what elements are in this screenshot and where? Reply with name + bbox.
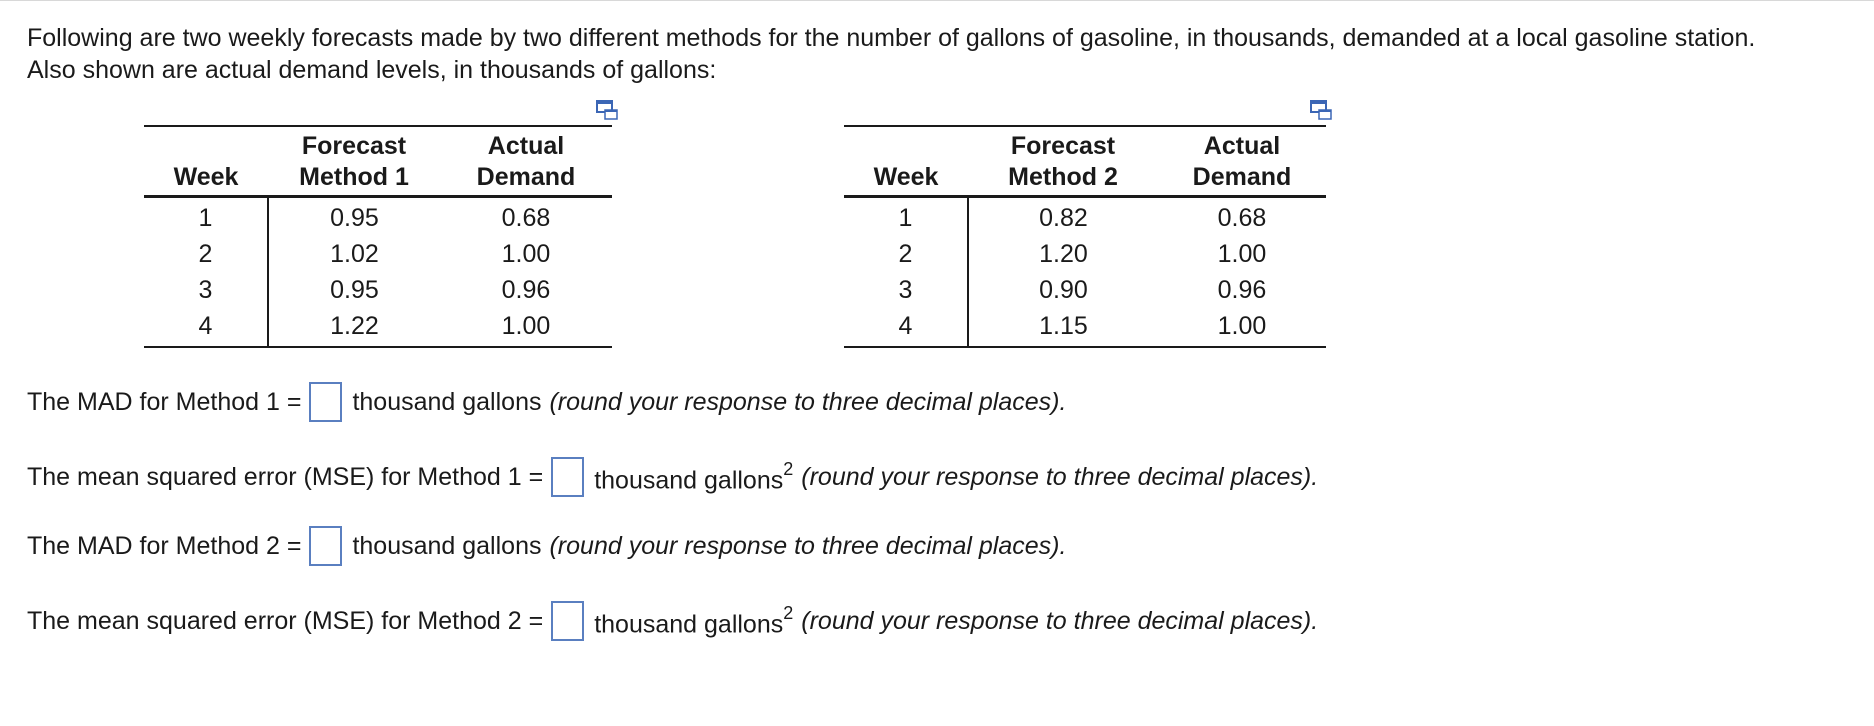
cell-forecast: 0.90	[1039, 276, 1088, 304]
cell-week: 4	[144, 308, 268, 347]
cell-forecast: 1.02	[330, 240, 379, 268]
header-actual-bottom: Demand	[440, 162, 612, 197]
unit-text: thousand gallons	[594, 610, 784, 639]
header-actual-top: Actual	[487, 132, 565, 160]
intro-line-2: Also shown are actual demand levels, in thousands of gallons:	[27, 56, 717, 84]
forecast-table-method-2	[844, 125, 1326, 348]
table-row	[844, 308, 1326, 347]
cell-actual: 1.00	[1217, 240, 1267, 268]
question-unit	[352, 529, 541, 563]
header-forecast-bottom: Method 1	[268, 162, 440, 197]
header-actual-top: Actual	[1203, 132, 1281, 160]
unit-text: thousand gallons	[352, 532, 542, 560]
forecast-table-method-1	[144, 125, 612, 348]
cell-week: 3	[144, 272, 268, 308]
question-prompt: The mean squared error (MSE) for Method 2 =	[27, 606, 544, 635]
question-prompt: The MAD for Method 2 =	[27, 532, 302, 560]
question-unit	[594, 456, 793, 497]
cell-forecast: 0.82	[1039, 204, 1088, 232]
table-row	[144, 197, 612, 237]
cell-forecast: 1.15	[968, 308, 1158, 347]
header-week: Week	[844, 162, 968, 197]
question-note: (round your response to three decimal places).	[549, 532, 1067, 560]
cell-actual: 0.96	[1217, 276, 1267, 304]
table-method-1	[144, 125, 612, 348]
table-row	[144, 308, 612, 347]
question-note: (round your response to three decimal places).	[801, 462, 1319, 491]
header-forecast-top: Forecast	[301, 132, 407, 160]
intro-line-1: Following are two weekly forecasts made by two different methods for the number of gallons of gasoline, in thousands, demanded at a local gasoline station.	[27, 24, 1756, 52]
cell-forecast: 1.22	[268, 308, 440, 347]
cell-week: 3	[844, 272, 968, 308]
table-row	[144, 272, 612, 308]
unit-superscript: 2	[783, 603, 794, 623]
table-row	[144, 236, 612, 272]
header-week-spacer	[144, 127, 268, 162]
table-row	[844, 236, 1326, 272]
mse-method-2-input[interactable]	[551, 601, 584, 641]
question-unit	[352, 385, 541, 419]
unit-superscript: 2	[783, 459, 794, 479]
cell-week: 2	[844, 236, 968, 272]
cell-week: 1	[844, 197, 968, 237]
question-mad-method-2	[27, 526, 1066, 566]
intro-text	[27, 22, 1847, 86]
cell-actual: 1.00	[501, 240, 551, 268]
copy-table-icon[interactable]	[596, 100, 618, 120]
cell-actual: 1.00	[1158, 308, 1326, 347]
copy-table-icon[interactable]	[1310, 100, 1332, 120]
header-week-spacer	[844, 127, 968, 162]
header-forecast-top: Forecast	[1010, 132, 1116, 160]
header-forecast-bottom: Method 2	[968, 162, 1158, 197]
question-prompt: The MAD for Method 1 =	[27, 388, 302, 416]
mad-method-2-input[interactable]	[309, 526, 342, 566]
cell-week: 2	[144, 236, 268, 272]
cell-forecast: 0.95	[330, 276, 379, 304]
table-row	[844, 272, 1326, 308]
unit-text: thousand gallons	[352, 388, 542, 416]
cell-forecast: 0.95	[330, 204, 379, 232]
question-note: (round your response to three decimal places).	[801, 606, 1319, 635]
cell-actual: 0.68	[501, 204, 551, 232]
cell-actual: 0.68	[1217, 204, 1267, 232]
cell-week: 1	[144, 197, 268, 237]
table-row	[844, 197, 1326, 237]
question-prompt: The mean squared error (MSE) for Method 1 =	[27, 462, 544, 491]
question-unit	[594, 600, 793, 641]
cell-actual: 1.00	[440, 308, 612, 347]
question-mse-method-2	[27, 600, 1318, 641]
header-actual-bottom: Demand	[1158, 162, 1326, 197]
question-mse-method-1	[27, 456, 1318, 497]
cell-forecast: 1.20	[1039, 240, 1088, 268]
cell-actual: 0.96	[501, 276, 551, 304]
unit-text: thousand gallons	[594, 466, 784, 495]
mse-method-1-input[interactable]	[551, 457, 584, 497]
question-mad-method-1	[27, 382, 1066, 422]
header-week: Week	[144, 162, 268, 197]
mad-method-1-input[interactable]	[309, 382, 342, 422]
question-note: (round your response to three decimal places).	[549, 388, 1067, 416]
cell-week: 4	[844, 308, 968, 347]
table-method-2	[844, 125, 1326, 348]
